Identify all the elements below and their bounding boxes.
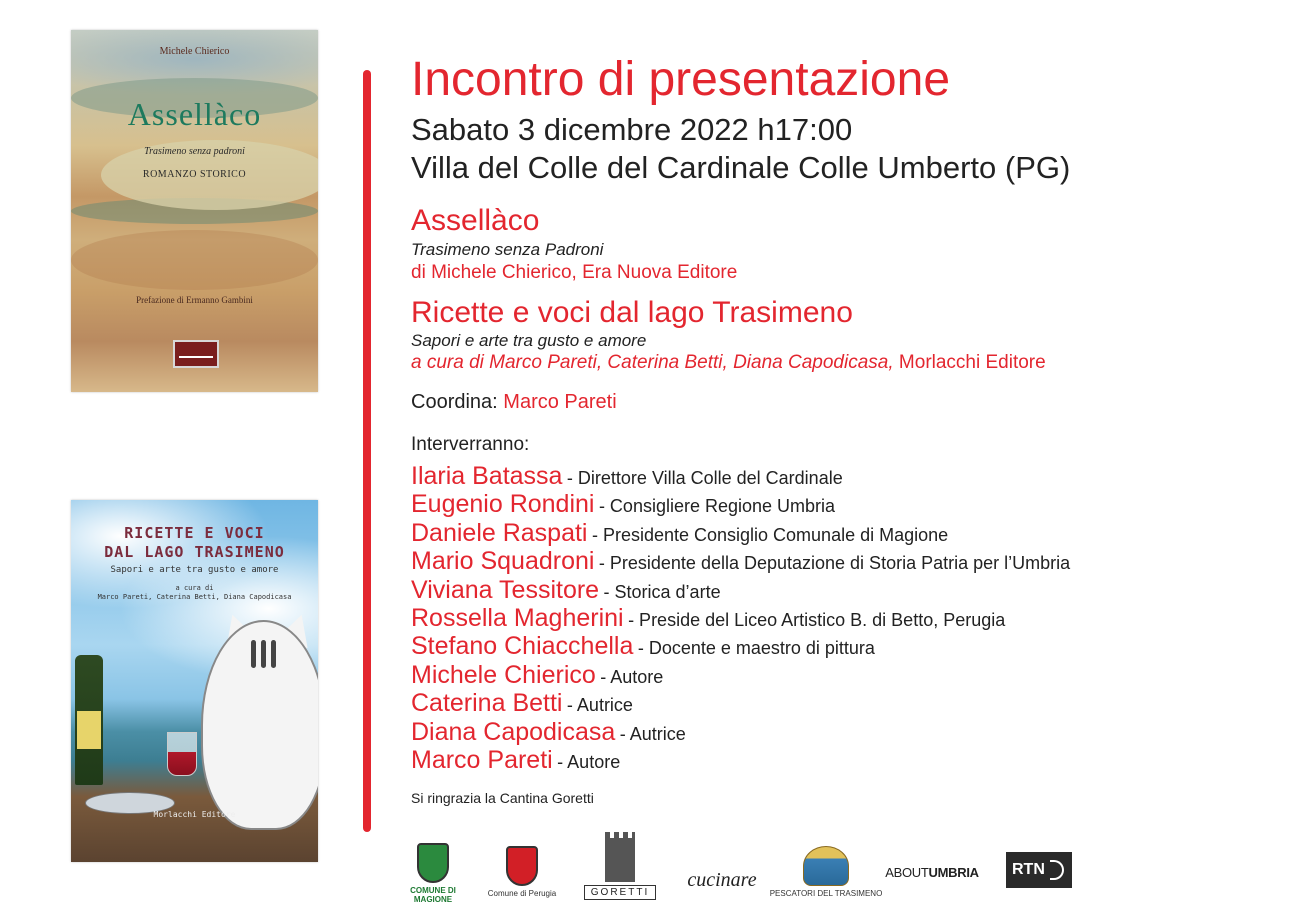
speaker-name: Viviana Tessitore (411, 575, 600, 604)
speaker-item (411, 661, 1070, 689)
speaker-name: Marco Pareti (411, 745, 553, 774)
book1-byline: di Michele Chierico, Era Nuova Editore (411, 262, 738, 283)
logo-caption: MAGIONE (413, 895, 453, 904)
speaker-item (411, 519, 1070, 547)
speaker-name: Ilaria Batassa (411, 462, 563, 490)
book1-subtitle: Trasimeno senza Padroni (411, 240, 604, 259)
speaker-role: - Autore (600, 666, 664, 687)
speaker-role: - Autrice (566, 695, 633, 716)
speaker-item (411, 689, 1070, 717)
book2-title: Ricette e voci dal lago Trasimeno (411, 296, 853, 329)
coordination-label: Coordina: (411, 391, 498, 413)
cover-subtitle: Trasimeno senza padroni (144, 146, 245, 157)
cover-subtitle: Sapori e arte tra gusto e amore (110, 565, 279, 575)
speaker-role: - Consigliere Regione Umbria (598, 496, 836, 517)
speaker-item (411, 718, 1070, 746)
book1-title: Assellàco (411, 204, 540, 237)
logo-comune-perugia (487, 828, 557, 904)
speaker-name: Mario Squadroni (411, 547, 595, 576)
logo-caption: cucinare (687, 869, 757, 891)
speaker-item (411, 604, 1070, 632)
speaker-item (411, 576, 1070, 604)
book2-curators: a cura di Marco Pareti, Caterina Betti, Diana Capodicasa, (411, 352, 894, 373)
logo-caption: Comune di Perugia (487, 889, 557, 898)
logo-about-umbria (884, 860, 980, 884)
book-cover-ricette (71, 500, 318, 862)
book-cover-assellaco (71, 30, 318, 392)
speaker-name: Caterina Betti (411, 689, 563, 718)
logo-pescatori (769, 828, 883, 904)
logo-caption: ABOUT (885, 864, 929, 880)
speaker-name: Rossella Magherini (411, 603, 624, 632)
speaker-role: - Preside del Liceo Artistico B. di Betto, Perugia (628, 609, 1006, 630)
speaker-name: Daniele Raspati (411, 518, 588, 547)
speaker-role: - Storica d’arte (603, 581, 721, 602)
speaker-item (411, 547, 1070, 575)
event-date: Sabato 3 dicembre 2022 h17:00 (411, 112, 853, 147)
speaker-name: Stefano Chiacchella (411, 632, 634, 661)
book2-byline (411, 352, 1046, 374)
speaker-item (411, 462, 1070, 490)
thanks-note: Si ringrazia la Cantina Goretti (411, 790, 594, 806)
magione-crest-icon (417, 843, 449, 883)
page-title: Incontro di presentazione (411, 53, 951, 106)
speaker-role: - Presidente Consiglio Comunale di Magione (591, 524, 949, 545)
radio-waves-icon (1050, 860, 1064, 880)
logo-caption: GORETTI (584, 885, 656, 900)
speaker-name: Diana Capodicasa (411, 717, 616, 746)
speaker-role: - Autrice (619, 723, 686, 744)
speaker-name: Michele Chierico (411, 660, 596, 689)
speaker-item (411, 632, 1070, 660)
cover-title-line2: DAL LAGO TRASIMENO (104, 543, 285, 561)
cover-author: Michele Chierico (159, 46, 230, 57)
cover-title-line1: RICETTE E VOCI (124, 524, 265, 542)
logo-caption: COMUNE DI (410, 886, 456, 895)
wine-glass-icon (167, 732, 197, 776)
speaker-name: Eugenio Rondini (411, 490, 595, 519)
cover-genre: ROMANZO STORICO (142, 169, 247, 180)
cover-title: Assellàco (127, 96, 262, 132)
logo-rtn (1004, 852, 1074, 888)
logo-caption: PESCATORI DEL TRASIMENO (769, 889, 883, 898)
speaker-role: - Presidente della Deputazione di Storia Patria per l’Umbria (598, 553, 1071, 574)
publisher-logo-icon (173, 340, 219, 368)
logo-goretti (585, 828, 655, 904)
speaker-item (411, 746, 1070, 774)
cover-preface: Prefazione di Ermanno Gambini (136, 295, 253, 305)
cover-fields (71, 230, 318, 290)
book2-publisher: Morlacchi Editore (898, 352, 1046, 373)
speaker-role: - Direttore Villa Colle del Cardinale (566, 468, 843, 488)
cover-curated-label: a cura di (175, 584, 214, 592)
speaker-item (411, 490, 1070, 518)
coordination (411, 391, 617, 414)
speakers-heading: Interverranno: (411, 434, 530, 455)
book2-subtitle: Sapori e arte tra gusto e amore (411, 331, 647, 350)
cat-illustration-icon (201, 620, 318, 830)
cover-curators: Marco Pareti, Caterina Betti, Diana Capodicasa (97, 593, 292, 601)
cover-publisher: Morlacchi Editore (153, 810, 236, 819)
coordination-name: Marco Pareti (503, 391, 617, 413)
lake-badge-icon (803, 846, 849, 886)
event-venue: Villa del Colle del Cardinale Colle Umberto (PG) (411, 150, 1071, 185)
wine-bottle-icon (75, 655, 103, 785)
logo-caption: UMBRIA (928, 864, 979, 880)
red-divider (363, 70, 371, 832)
speakers-list (411, 462, 1070, 774)
speaker-role: - Docente e maestro di pittura (637, 638, 875, 659)
logo-caption: RTN (1012, 861, 1045, 878)
castle-tower-icon (605, 838, 635, 882)
logo-cucinare (680, 828, 764, 904)
perugia-crest-icon (506, 846, 538, 886)
speaker-role: - Autore (557, 751, 621, 772)
logo-comune-magione (408, 828, 458, 904)
